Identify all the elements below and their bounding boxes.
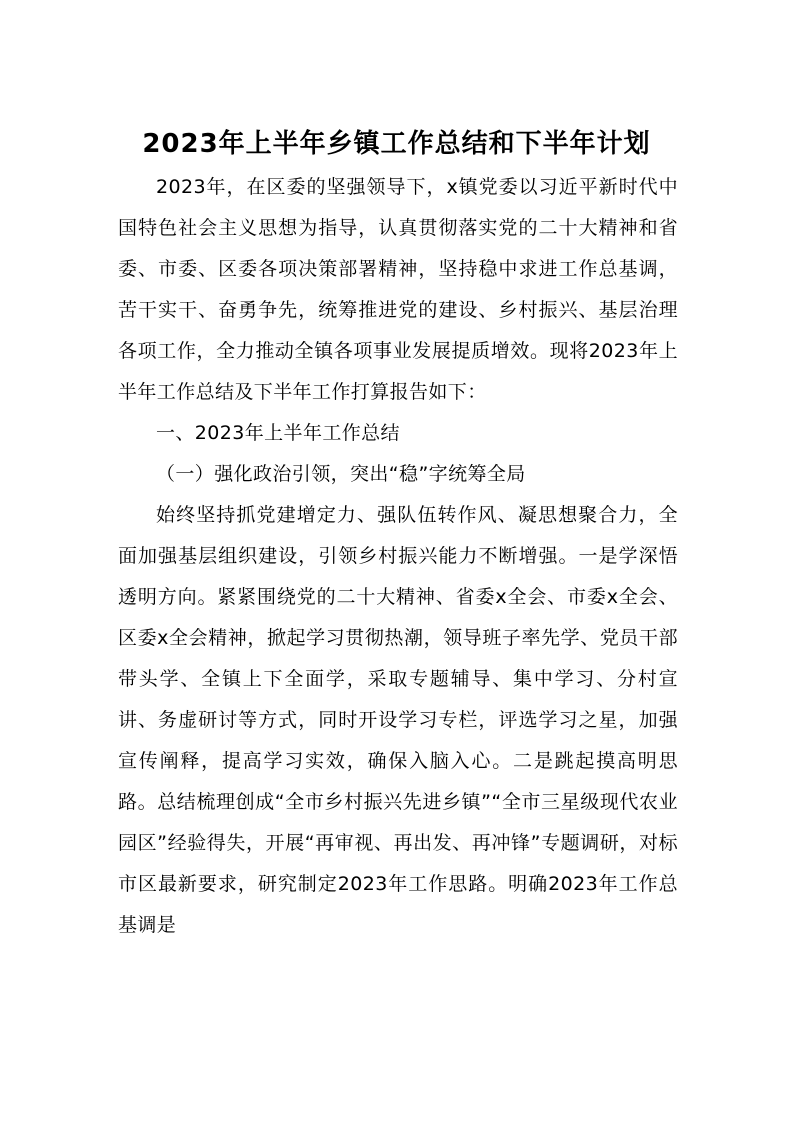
intro-paragraph: 2023年，在区委的坚强领导下，x镇党委以习近平新时代中国特色社会主义思想为指导，认真贯彻落实党的二十大精神和省委、市委、区委各项决策部署精神，坚持稳中求进工作总基调，苦干实干、奋勇争先，统筹推进党的建设、乡村振兴、基层治理各项工作，全力推动全镇各项事业发展提质增效。现将2023年上半年工作总结及下半年工作打算报告如下： (118, 176, 678, 403)
document-title: 2023年上半年乡镇工作总结和下半年计划 (142, 129, 651, 159)
section-heading: 一、2023年上半年工作总结 (156, 422, 400, 444)
body-paragraph: 始终坚持抓党建增定力、强队伍转作风、凝思想聚合力，全面加强基层组织建设，引领乡村振兴能力不断增强。一是学深悟透明方向。紧紧围绕党的二十大精神、省委x全会、市委x全会、区委x全会精神，掀起学习贯彻热潮，领导班子率先学、党员干部带头学、全镇上下全面学，采取专题辅导、集中学习、分村宣讲、务虚研讨等方式，同时开设学习专栏，评选学习之星，加强宣传阐释，提高学习实效，确保入脑入心。二是跳起摸高明思路。总结梳理创成“全市乡村振兴先进乡镇”“全市三星级现代农业园区”经验得失，开展“再审视、再出发、再冲锋”专题调研，对标市区最新要求，研究制定2023年工作思路。明确2023年工作总基调是 (118, 504, 678, 936)
document-body (118, 167, 678, 946)
subsection-heading: （一）强化政治引领，突出“稳”字统筹全局 (156, 463, 526, 485)
